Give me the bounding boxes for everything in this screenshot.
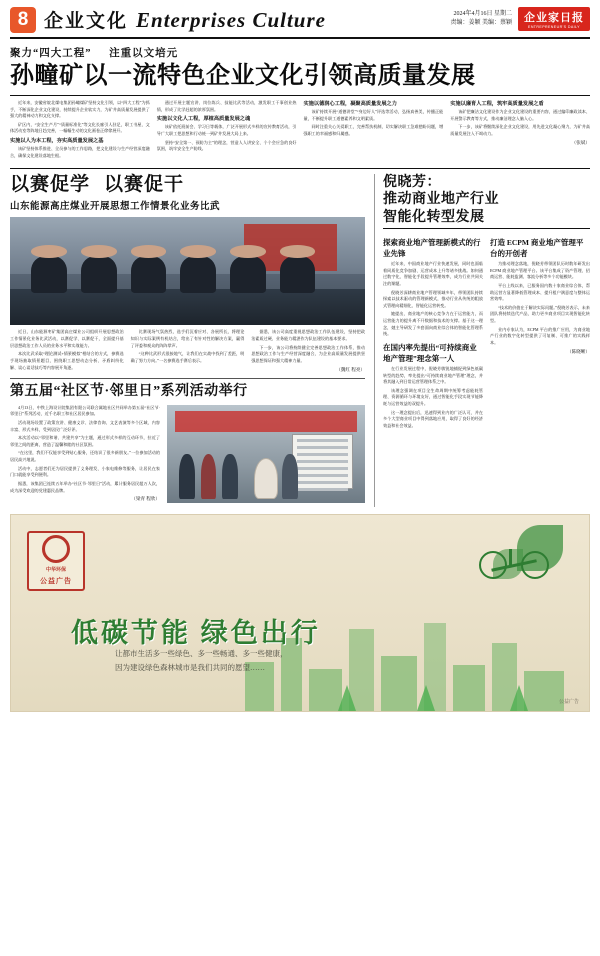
profile-para: 业内专家认为，ECPM 平台的推广应用，为商业地产行业的数字化转型提供了可复制、可推广的实践样本。: [490, 326, 590, 345]
competition-columns: [10, 329, 365, 373]
profile-para: “技术的价值在于解决实际问题。”倪晓芳表示，未来团队将持续迭代产品，助力更多商业项目实现智能化转型。: [490, 304, 590, 324]
lead-headline: 孙疃矿以一流特色企业文化引领高质量发展: [10, 63, 476, 89]
profile-headline-1: 倪晓芳：: [383, 174, 441, 190]
competition-headline-part2: 以赛促干: [104, 173, 185, 195]
lead-column-3: [304, 100, 444, 162]
profile-rule: [383, 228, 590, 229]
masthead-right: [450, 7, 590, 33]
lead-article: [10, 45, 590, 162]
competition-para: 近日，山东能源枣矿集团高庄煤业公司组织开展思想政治工作情景化业务比武活动，以赛促学、以赛促干，全面提升基层思想政治工作人员的业务水平和实战能力。: [10, 329, 124, 348]
lead-kicker: [10, 45, 590, 60]
masthead-meta: [450, 10, 512, 28]
profile-para: 近年来，中国商业地产行业快速发展，同时也面临着同质化竞争加剧、运营成本上升等诸多挑战。如何通过数字化、智能化手段提升管理效率，成为行业共同关注的课题。: [383, 261, 483, 286]
community-para: “在这里，我们不仅能享受到贴心服务，还结识了很多新朋友。”一位参加活动的居民高兴地说。: [10, 450, 160, 463]
profile-para: 在行业发展过程中，倪晓芳敏锐地捕捉到绿色低碳转型的趋势，率先提出“可持续商业地产管理”理念，并将其融入到日常运营管理体系之中。: [383, 365, 483, 385]
left-column-group: [10, 174, 365, 507]
profile-columns: [383, 233, 590, 432]
profile-para: 倪晓芳深耕商业地产管理领域多年，带领团队持续探索以技术驱动的管理新模式，推动行业从传统的粗放式管理向精细化、智能化运营转变。: [383, 289, 483, 308]
ad-seal-top-text: 中华环保: [45, 568, 66, 574]
lead-subhead: 实施以人为本工程，夯实高质量发展之基: [10, 138, 104, 144]
community-text-left: [10, 405, 160, 507]
newspaper-logo: [518, 7, 590, 31]
competition-para: 本次比武采取“理论测试+情景模拟”相结合的方式，参赛选手现场抽取情景题目，围绕职工思想动态分析、矛盾纠纷化解、谈心谈话技巧等内容展开角逐。: [10, 351, 124, 370]
editor-credit: 责编：姜颖 美编：蔡颖: [450, 20, 512, 26]
lead-para: 坚持“安全第一、预防为主”的理念，营造人人讲安全、个个会应急的良好氛围，筑牢安全生产防线。: [156, 139, 297, 152]
competition-byline: （魏红 程亮）: [336, 366, 366, 372]
profile-headline-3: 智能化转型发展: [383, 209, 485, 225]
ad-subtitle: [115, 647, 288, 676]
community-photo-wrap: [167, 405, 365, 507]
middle-zone: [10, 174, 590, 507]
community-photo: [167, 405, 365, 503]
competition-column-2: [131, 329, 245, 373]
profile-column-1: [383, 233, 483, 432]
page-number-badge: 8: [10, 7, 36, 33]
ad-subtitle-line-1: 让都市生活多一些绿色、多一些畅通、多一些健康，: [115, 648, 288, 658]
profile-para: 平台上线以来，已服务国内数十家商业综合体，帮助运营方显著降低管理成本、提升租户满意度与整体运营效率。: [490, 282, 590, 302]
competition-para: 据悉，该公司高度重视思想政治工作队伍建设，坚持把政治素质过硬、业务能力精湛作为队伍建设的基本要求。: [251, 329, 366, 342]
lead-column-1: [10, 100, 150, 162]
competition-column-3: [251, 329, 365, 373]
lead-para: 该矿持续开展“道德讲堂”“身边好人”评选等活动，弘扬真善美，传播正能量，不断提升职工道德素养和文明素质。: [303, 109, 444, 121]
masthead: [10, 6, 590, 39]
section-title-cn: 企业文化: [44, 11, 129, 32]
ad-subtitle-line-2: 因为建设绿色森林城市是我们共同的愿望……: [115, 662, 265, 672]
profile-byline: （陈晓晰）: [567, 348, 590, 354]
lead-column-2: [157, 100, 297, 162]
competition-para: 比赛现场气氛热烈，选手们沉着应对、各展所长，将理论知识与实际案例有机结合，给出了有针对性的解决方案，赢得了评委和观众的阵阵掌声。: [130, 329, 245, 348]
profile-headline-2: 推动商业地产行业: [383, 192, 499, 208]
community-para: 据悉，该集团已连续五年举办“社区节·邻里日”活动，累计服务居民超万人次，成为深受欢迎的党建惠民品牌。: [10, 480, 160, 493]
lead-para: 该矿坚持体系推进、全员参与的工作思路，把文化建设与生产经营深度融合，确保文化建设落地生根。: [10, 146, 150, 158]
ad-footer-label: 公益广告: [558, 699, 579, 705]
lead-rule: [10, 95, 590, 96]
lead-para: 矿区内，“安全生产月”“质量标准化”等文化长廊引人驻足，职工书屋、文体活动室等阵地日趋完善，一幅幅生动的文化画卷正徐徐展开。: [10, 121, 150, 134]
ad-seal-badge: [27, 531, 85, 591]
competition-photo: [10, 217, 365, 325]
lead-para: 通过开展主题宣讲、岗位练兵、技能比武等活动，激发职工干事创业热情，形成了比学赶超的浓厚氛围。: [156, 99, 297, 112]
section-divider: [10, 168, 590, 169]
profile-subhead: 在国内率先提出“可持续商业地产管理”理念第一人: [383, 342, 477, 363]
bicycle-icon: [479, 537, 549, 579]
competition-headline-part1: 以赛促学: [10, 173, 91, 195]
lead-columns: [10, 100, 590, 162]
lead-kicker-1: 聚力“四大工程”: [10, 48, 92, 59]
community-byline: （梁青 程欣）: [131, 496, 160, 502]
lead-subhead: 实施以德润心工程，凝聚高质量发展之力: [303, 100, 397, 107]
lead-para: 该矿把廉洁文化建设作为企业文化建设的重要内容，通过编印廉政读本、开展警示教育等方式，推动廉洁理念入脑入心。: [450, 109, 590, 121]
lead-para: 下一步，该矿将继续深化企业文化建设，用先进文化凝心聚力，为矿井高质量发展注入不竭动力。: [450, 124, 590, 137]
profile-column-2: [490, 233, 590, 432]
logo-title-cn: 企业家日报: [524, 12, 584, 24]
profile-para: 这一理念提出后，迅速得到业内的广泛认可，并在多个大型商业项目中得到落地应用，取得了良好的经济效益和社会效益。: [383, 409, 483, 428]
community-para: 活动现场设置了政策宣讲、健康义诊、法律咨询、文艺表演等多个区域，内容丰富、形式多样，受到居民广泛好评。: [10, 419, 160, 432]
logo-title-en: ENTREPRENEUR'S DAILY: [528, 25, 580, 29]
profile-subhead: 探索商业地产管理新模式的行业先锋: [383, 238, 481, 259]
profile-para: 她提出，商业地产的核心竞争力在于运营能力，而运营能力的提升离不开数据和技术的支撑。基于这一理念，她主导研发了多套面向商业综合体的智能化管理系统。: [383, 311, 483, 337]
profile-para: 为推动理念落地，倪晓芳带领团队历时数年研发出 ECPM 商业地产管理平台。该平台集成了资产管理、招商运营、能耗监测、客流分析等多个功能模块。: [490, 261, 590, 280]
ad-title: 低碳节能 绿色出行: [71, 617, 321, 648]
competition-column-1: [10, 329, 124, 373]
community-para: 4月13日，中铁上海设计院集团有限公司联合属地社区共同举办第五届“社区节·邻里日”系列活动，近千名职工和社区居民参加。: [10, 404, 160, 417]
community-para: 本次活动以“邻里和谐、共建共享”为主题，通过形式多样的互动环节，拉近了邻里之间的距离，营造了温馨和睦的社区氛围。: [10, 435, 160, 447]
left-inner-divider: [10, 378, 365, 379]
section-title-en: Enterprises Culture: [136, 8, 326, 32]
lead-kicker-2: 注重以文培元: [109, 48, 179, 59]
profile-subhead: 打造 ECPM 商业地产管理平台的开创者: [490, 238, 584, 259]
profile-article: [374, 174, 590, 507]
community-photo-board: [292, 434, 353, 489]
profile-para: 该理念强调在项目全生命周期中统筹考虑能耗管理、资源循环与环境友好，通过智能化手段实现节能降耗与运营效益的双提升。: [383, 387, 483, 407]
lead-para: 同时注重关心关爱职工，完善帮扶机制，切实解决职工急难愁盼问题，增强职工的幸福感和归属感。: [303, 124, 444, 137]
lead-column-4: [450, 100, 590, 162]
competition-headline: [10, 174, 365, 196]
public-service-advertisement: [10, 514, 590, 712]
gear-icon: [42, 535, 70, 563]
community-layout: [10, 405, 365, 507]
lead-para: 该矿依托班前会、学习日等载体，广泛开展形式多样的宣传教育活动，引导广大职工把思想和行动统一到矿井发展大局上来。: [156, 124, 297, 137]
publish-date: 2024年4月16日 星期二: [453, 11, 512, 17]
lead-byline: （张斌）: [571, 139, 590, 145]
ad-seal-bottom-text: 公益广告: [40, 577, 72, 586]
lead-para: 近年来，安徽省皖北煤电集团孙疃煤矿坚持文化引领，以“四大工程”为抓手，不断深化企业文化建设，持续提升企业软实力，为矿井高质量发展提供了强大的精神动力和文化支撑。: [10, 99, 150, 119]
competition-para: “这种比武形式很接地气，让我们在实战中找到了差距，明确了努力方向。”一名参赛选手赛后表示。: [130, 351, 245, 363]
lead-subhead: 实施以文化人工程，厚植高质量发展之魂: [156, 116, 251, 123]
community-headline: 第五届“社区节·邻里日”系列活动举行: [10, 384, 248, 400]
lead-subhead: 实施以廉育人工程，筑牢高质量发展之盾: [450, 100, 544, 107]
competition-para: 下一步，该公司将持续健全完善思想政治工作体系，推动思想政治工作与生产经营深度融合，为企业高质量发展提供坚强思想保证和强大精神力量。: [251, 344, 366, 363]
community-para: 活动中，志愿者们还为居民提供了义务理发、小家电维修等服务，让居民在家门口就能享受到便利。: [10, 465, 160, 478]
competition-subtitle: 山东能源高庄煤业开展思想工作情景化业务比武: [10, 202, 221, 213]
